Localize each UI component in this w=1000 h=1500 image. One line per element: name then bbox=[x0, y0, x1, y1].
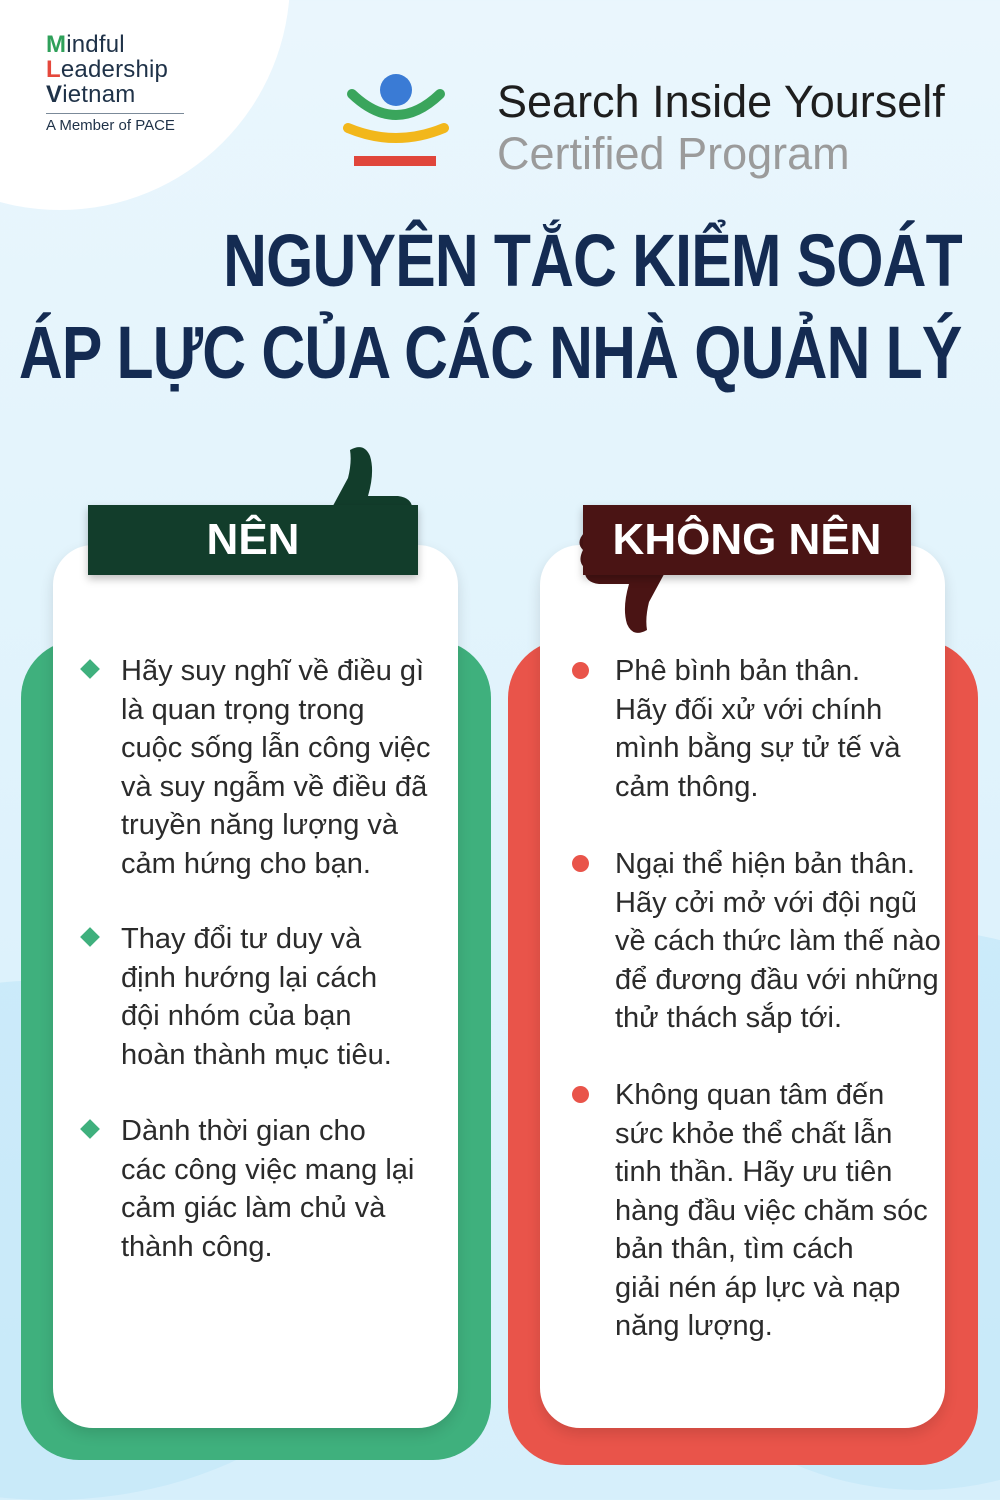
list-item: Thay đổi tư duy và định hướng lại cách đội nhóm của bạn hoàn thành mục tiêu. bbox=[121, 920, 392, 1074]
siy-logo-icon bbox=[340, 70, 450, 170]
mlv-logo bbox=[46, 32, 186, 134]
circle-bullet-icon bbox=[572, 662, 589, 679]
mlv-line-1: Mindful bbox=[46, 31, 125, 58]
circle-bullet-icon bbox=[572, 1086, 589, 1103]
list-item: Ngại thể hiện bản thân. Hãy cởi mở với đội ngũ về cách thức làm thế nào để đương đầu với những thử thách sắp tới. bbox=[615, 845, 941, 1038]
headline-line-1: NGUYÊN TẮC KIỂM SOÁT bbox=[223, 219, 962, 302]
do-banner bbox=[88, 505, 418, 575]
siy-title: Search Inside Yourself bbox=[497, 76, 945, 127]
mlv-line-3: Vietnam bbox=[46, 81, 136, 108]
list-item: Không quan tâm đến sức khỏe thể chất lẫn tinh thần. Hãy ưu tiên hàng đầu việc chăm sóc bản thân, tìm cách giải nén áp lực và nạp năng lượng. bbox=[615, 1076, 928, 1346]
list-item: Dành thời gian cho các công việc mang lại cảm giác làm chủ và thành công. bbox=[121, 1112, 414, 1266]
dont-banner bbox=[583, 505, 911, 575]
mlv-member-text: A Member of PACE bbox=[46, 117, 175, 134]
headline-line-2: ÁP LỰC CỦA CÁC NHÀ QUẢN LÝ bbox=[19, 311, 962, 394]
list-item: Phê bình bản thân. Hãy đối xử với chính mình bằng sự tử tế và cảm thông. bbox=[615, 652, 900, 806]
siy-subtitle: Certified Program bbox=[497, 128, 850, 179]
mlv-line-2: Leadership bbox=[46, 56, 169, 83]
do-banner-label: NÊN bbox=[206, 515, 300, 564]
circle-bullet-icon bbox=[572, 855, 589, 872]
list-item: Hãy suy nghĩ về điều gì là quan trọng trong cuộc sống lẫn công việc và suy ngẫm về điều đã truyền năng lượng và cảm hứng cho bạn. bbox=[121, 652, 431, 883]
mlv-divider bbox=[46, 113, 184, 114]
dont-banner-label: KHÔNG NÊN bbox=[612, 515, 882, 564]
